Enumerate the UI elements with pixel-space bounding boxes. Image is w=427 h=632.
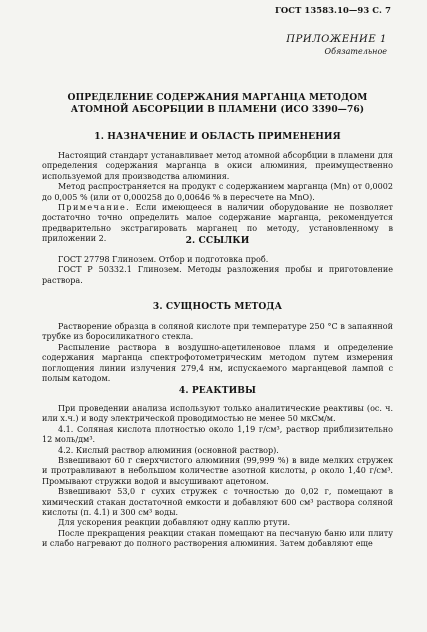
- paragraph: ГОСТ 27798 Глинозем. Отбор и подготовка проб.: [58, 255, 269, 264]
- section-3-body: [42, 322, 393, 384]
- paragraph: Растворение образца в соляной кислоте при температуре 250 °C в запаянной трубке из боросиликатного стекла.: [42, 322, 393, 342]
- note-label: Примечание.: [58, 203, 131, 213]
- note-text: Если имеющееся в наличии оборудование не позволяет достаточно точно определить малое содержание марганца, рекомендуется предварительно экстрагировать марганец по методу, установленному в приложении 2.: [42, 203, 393, 244]
- appendix-subtitle: Обязательное: [324, 47, 387, 56]
- paragraph: 4.1. Соляная кислота плотностью около 1,19 г/см³, раствор приблизительно 12 моль/дм³.: [42, 424, 393, 445]
- section-1-title: 1. НАЗНАЧЕНИЕ И ОБЛАСТЬ ПРИМЕНЕНИЯ: [94, 131, 341, 142]
- paragraph: Распыление раствора в воздушно-ацетиленовое пламя и определение содержания марганца спектрофотометрическим методом путем измерения поглощения линии излучения 279,4 нм, испускаемого марганцевой лампой с полым катодом.: [42, 342, 393, 384]
- section-1-body: [42, 151, 393, 245]
- paragraph: Настоящий стандарт устанавливает метод атомной абсорбции в пламени для определения содержания марганца в окиси алюминия, преимущественно используемой для производства алюминия.: [42, 151, 393, 181]
- title-line-1: ОПРЕДЕЛЕНИЕ СОДЕРЖАНИЯ МАРГАНЦА МЕТОДОМ: [67, 92, 368, 103]
- section-2-body: [42, 255, 393, 286]
- section-2-title: 2. ССЫЛКИ: [185, 235, 250, 246]
- section-3-title: 3. СУЩНОСТЬ МЕТОДА: [152, 301, 283, 312]
- title-line-2: АТОМНОЙ АБСОРБЦИИ В ПЛАМЕНИ (ИСО 3390—76): [70, 104, 365, 115]
- appendix-label: [286, 34, 387, 56]
- standard-code: ГОСТ 13583.10—93 С. 7: [275, 5, 391, 15]
- paragraph: Взвешивают 60 г сверхчистого алюминия (99,999 %) в виде мелких стружек и протравливают в небольшом количестве азотной кислоты, ρ около 1,40 г/см³. Промывают стружки водой и высушивают ацетоном.: [42, 456, 393, 486]
- document-title: [42, 92, 393, 116]
- paragraph: Метод распространяется на продукт с содержанием марганца (Mn) от 0,0002 до 0,005 % (или от 0,000258 до 0,00646 % в пересчете на MnO).: [42, 182, 393, 202]
- paragraph: После прекращения реакции стакан помещают на песчаную баню или плиту и слабо нагревают до полного растворения алюминия. Затем добавляют еще: [42, 528, 393, 549]
- paragraph: ГОСТ Р 50332.1 Глинозем. Методы разложения пробы и приготовление раствора.: [42, 265, 393, 285]
- paragraph: Взвешивают 53,0 г сухих стружек с точностью до 0,02 г, помещают в химический стакан достаточной емкости и добавляют 600 см³ раствора соляной кислоты (п. 4.1) и 300 см³ воды.: [42, 487, 393, 518]
- appendix-title: ПРИЛОЖЕНИЕ 1: [286, 34, 387, 45]
- section-4-body: [42, 404, 393, 550]
- paragraph: При проведении анализа используют только аналитические реактивы (ос. ч. или х.ч.) и воду электрической проводимостью не менее 50 мкСм/м.: [42, 404, 393, 424]
- section-4-title: 4. РЕАКТИВЫ: [178, 385, 257, 396]
- paragraph: Для ускорения реакции добавляют одну каплю ртути.: [58, 518, 291, 528]
- paragraph: 4.2. Кислый раствор алюминия (основной раствор).: [58, 445, 279, 455]
